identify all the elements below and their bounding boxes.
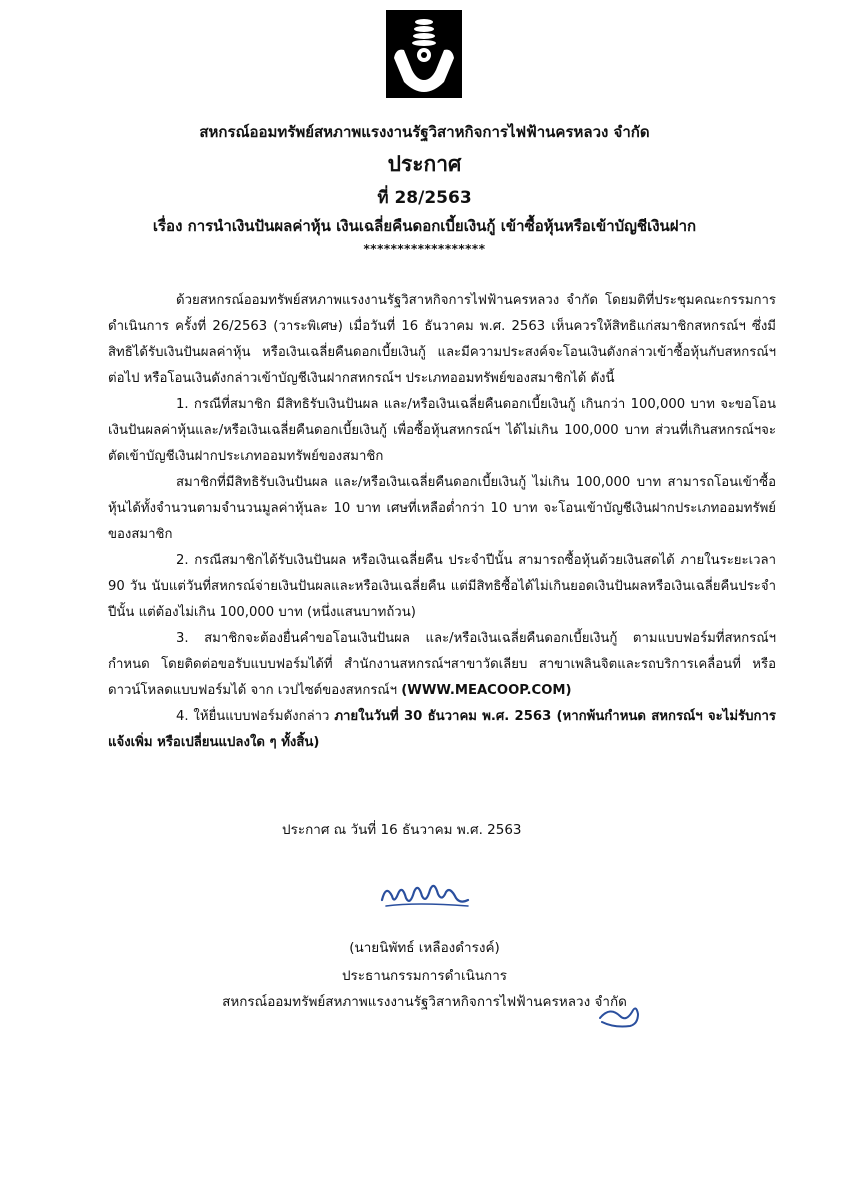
- initial-icon: [594, 996, 644, 1032]
- signatory-organization: สหกรณ์ออมทรัพย์สหภาพแรงงานรัฐวิสาหกิจการไฟฟ้านครหลวง จำกัด: [222, 994, 627, 1010]
- signatory-position: ประธานกรรมการดำเนินการ: [341, 968, 508, 984]
- item-4: [108, 704, 776, 756]
- announcement-body: [108, 288, 776, 756]
- item-4-deadline: ภายในวันที่ 30 ธันวาคม พ.ศ. 2563 (หากพ้นกำหนด สหกรณ์ฯ จะไม่รับการแจ้งเพิ่ม หรือเปลี่ยนแปลงใด ๆ ทั้งสิ้น): [108, 709, 776, 750]
- item-3-text: 3. สมาชิกจะต้องยื่นคำขอโอนเงินปันผล และ/หรือเงินเฉลี่ยคืนดอกเบี้ยเงินกู้ ตามแบบฟอร์มที่สหกรณ์ฯ กำหนด โดยติดต่อขอรับแบบฟอร์มได้ที่ สำนักงานสหกรณ์ฯสาขาวัดเลียบ สาขาเพลินจิตและรถบริการเคลื่อนที่ หรือดาวน์โหลดแบบฟอร์มได้ จาก เวปไซต์ของสหกรณ์ฯ: [108, 631, 776, 698]
- signatory-name: (นายนิพัทธ์ เหลืองดำรงค์): [349, 940, 500, 956]
- organization-name: สหกรณ์ออมทรัพย์สหภาพแรงงานรัฐวิสาหกิจการไฟฟ้านครหลวง จำกัด: [199, 123, 650, 141]
- item-4-prefix: 4. ให้ยื่นแบบฟอร์มดังกล่าว: [176, 709, 330, 724]
- intro-paragraph: ด้วยสหกรณ์ออมทรัพย์สหภาพแรงงานรัฐวิสาหกิจการไฟฟ้านครหลวง จำกัด โดยมติที่ประชุมคณะกรรมการดำเนินการ ครั้งที่ 26/2563 (วาระพิเศษ) เมื่อวันที่ 16 ธันวาคม พ.ศ. 2563 เห็นควรให้สิทธิแก่สมาชิกสหกรณ์ฯ ซึ่งมีสิทธิได้รับเงินปันผลค่าหุ้น หรือเงินเฉลี่ยคืนดอกเบี้ยเงินกู้ และมีความประสงค์จะโอนเงินดังกล่าวเข้าซื้อหุ้นกับสหกรณ์ฯต่อไป หรือโอนเงินดังกล่าวเข้าบัญชีเงินฝากสหกรณ์ฯ ประเภทออมทรัพย์ของสมาชิกได้ ดังนี้: [108, 293, 776, 386]
- closing-date: ประกาศ ณ วันที่ 16 ธันวาคม พ.ศ. 2563: [282, 822, 522, 838]
- announcement-number: ที่ 28/2563: [377, 188, 472, 208]
- item-3: [108, 626, 776, 704]
- website-link: (WWW.MEACOOP.COM): [401, 683, 572, 698]
- item-1-continued: สมาชิกที่มีสิทธิรับเงินปันผล และ/หรือเงินเฉลี่ยคืนดอกเบี้ยเงินกู้ ไม่เกิน 100,000 บาท สามารถโอนเข้าซื้อหุ้นได้ทั้งจำนวนตามจำนวนมูลค่าหุ้นละ 10 บาท เศษที่เหลือต่ำกว่า 10 บาท จะโอนเข้าบัญชีเงินฝากประเภทออมทรัพย์ของสมาชิก: [108, 475, 776, 542]
- signature-icon: [376, 870, 476, 920]
- announcement-title: ประกาศ: [387, 152, 462, 176]
- item-1: 1. กรณีที่สมาชิก มีสิทธิรับเงินปันผล และ/หรือเงินเฉลี่ยคืนดอกเบี้ยเงินกู้ เกินกว่า 100,000 บาท จะขอโอนเงินปันผลค่าหุ้นและ/หรือเงินเฉลี่ยคืนดอกเบี้ยเงินกู้ เพื่อซื้อหุ้นสหกรณ์ฯ ได้ไม่เกิน 100,000 บาท ส่วนที่เกินสหกรณ์ฯจะตัดเข้าบัญชีเงินฝากประเภทออมทรัพย์ของสมาชิก: [108, 397, 776, 464]
- announcement-subject: เรื่อง การนำเงินปันผลค่าหุ้น เงินเฉลี่ยคืนดอกเบี้ยเงินกู้ เข้าซื้อหุ้นหรือเข้าบัญชีเงินฝาก: [152, 217, 697, 235]
- separator-stars: ******************: [363, 242, 486, 256]
- coop-logo-icon: [384, 8, 464, 100]
- item-2: 2. กรณีสมาชิกได้รับเงินปันผล หรือเงินเฉลี่ยคืน ประจำปีนั้น สามารถซื้อหุ้นด้วยเงินสดได้ ภายในระยะเวลา 90 วัน นับแต่วันที่สหกรณ์จ่ายเงินปันผลและหรือเงินเฉลี่ยคืน แต่มีสิทธิซื้อได้ไม่เกินยอดเงินปันผลหรือเงินเฉลี่ยคืนประจำปีนั้น แต่ต้องไม่เกิน 100,000 บาท (หนึ่งแสนบาทถ้วน): [108, 553, 776, 620]
